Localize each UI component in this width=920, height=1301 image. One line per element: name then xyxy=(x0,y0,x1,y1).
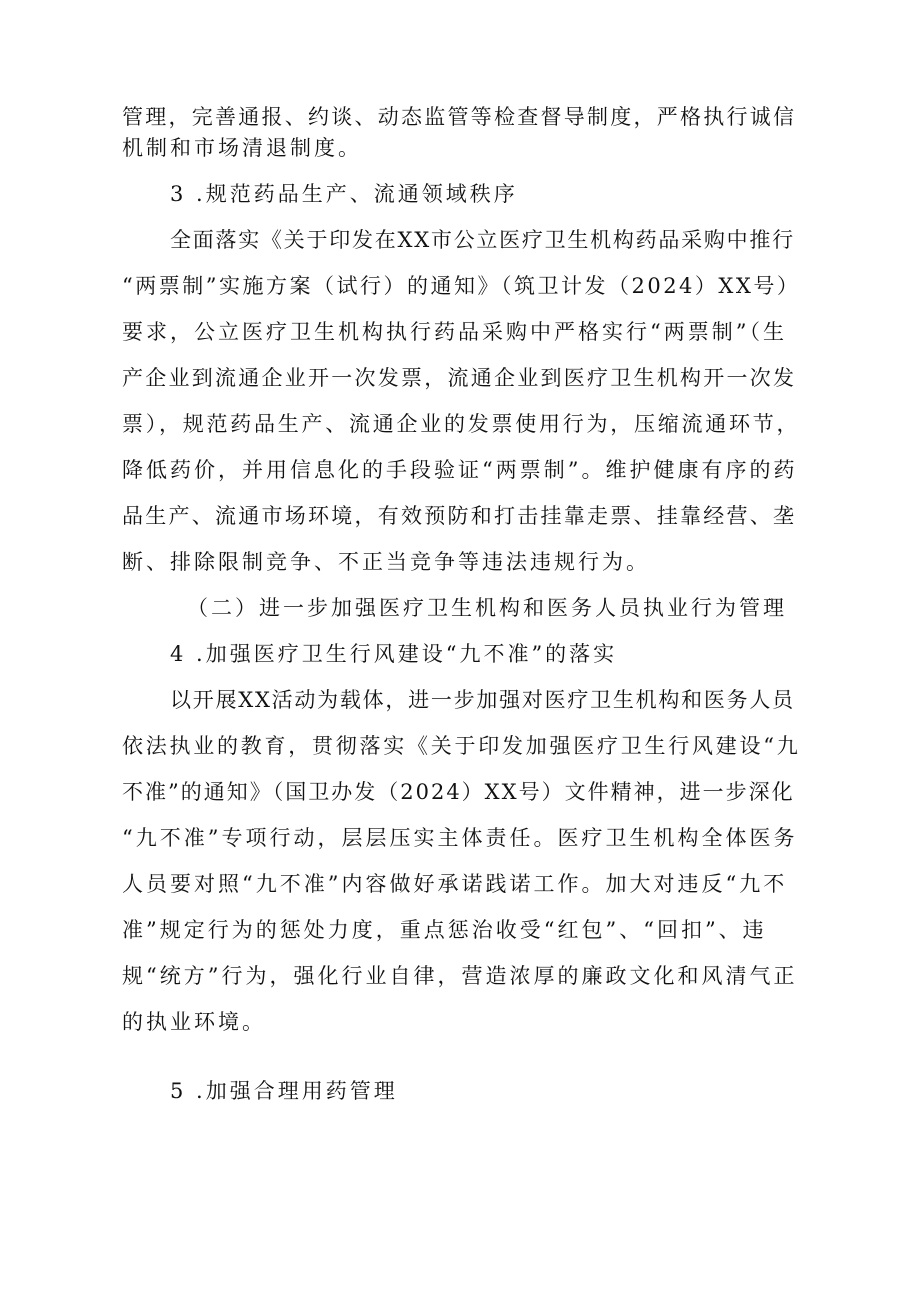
paragraph-line: “两票制”实施方案（试行）的通知》（筑卫计发（2024）XX号） xyxy=(122,274,801,298)
section-heading-4: 4 .加强医疗卫生行风建设“九不准”的落实 xyxy=(170,642,618,666)
paragraph-line: 票），规范药品生产、流通企业的发票使用行为，压缩流通环节， xyxy=(122,412,801,436)
paragraph-line: 断、排除限制竞争、不正当竞争等违法违规行为。 xyxy=(122,550,650,574)
paragraph-line: 规“统方”行为，强化行业自律，营造浓厚的廉政文化和风清气正 xyxy=(122,964,798,988)
paragraph-line: 以开展XX活动为载体，进一步加强对医疗卫生机构和医务人员 xyxy=(170,688,795,712)
paragraph-line: 降低药价，并用信息化的手段验证“两票制”。维护健康有序的药 xyxy=(122,458,798,482)
paragraph-line: 管理，完善通报、约谈、动态监管等检查督导制度，严格执行诚信 xyxy=(122,105,797,129)
section-heading-2: （二）进一步加强医疗卫生机构和医务人员执业行为管理 xyxy=(187,596,787,620)
paragraph-line: 全面落实《关于印发在XX市公立医疗卫生机构药品采购中推行 xyxy=(170,228,795,252)
paragraph-line: 的执业环境。 xyxy=(122,1010,266,1034)
paragraph-line: 机制和市场清退制度。 xyxy=(122,136,362,160)
paragraph-line: “九不准”专项行动，层层压实主体责任。医疗卫生机构全体医务 xyxy=(122,826,798,850)
section-heading-5: 5 .加强合理用药管理 xyxy=(170,1079,398,1103)
paragraph-line: 品生产、流通市场环境，有效预防和打击挂靠走票、挂靠经营、垄 xyxy=(122,504,797,528)
paragraph-line: 产企业到流通企业开一次发票，流通企业到医疗卫生机构开一次发 xyxy=(122,366,797,390)
paragraph-line: 人员要对照“九不准”内容做好承诺践诺工作。加大对违反“九不 xyxy=(122,872,788,896)
section-heading-3: 3 .规范药品生产、流通领域秩序 xyxy=(170,182,518,206)
paragraph-line: 依法执业的教育，贯彻落实《关于印发加强医疗卫生行风建设“九 xyxy=(122,734,801,758)
paragraph-line: 要求，公立医疗卫生机构执行药品采购中严格实行“两票制”（生 xyxy=(122,320,787,344)
paragraph-line: 准”规定行为的惩处力度，重点惩治收受“红包”、“回扣”、违 xyxy=(122,918,767,942)
paragraph-line: 不准”的通知》（国卫办发（2024）XX号）文件精神，进一步深化 xyxy=(122,780,795,804)
